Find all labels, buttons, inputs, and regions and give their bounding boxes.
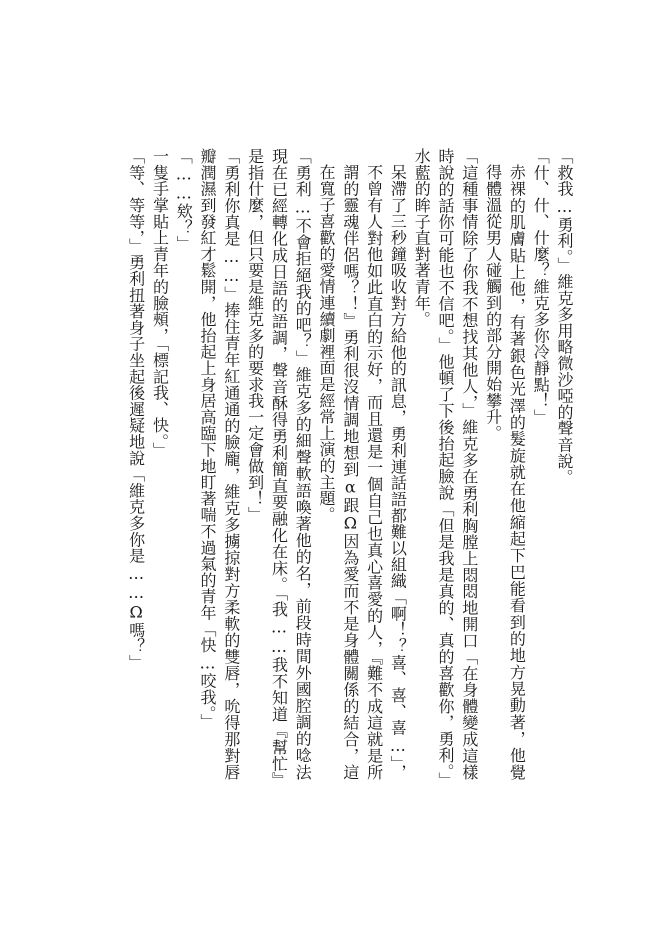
paragraph-9: 一隻手掌貼上青年的臉頰，「標記我、快。」	[150, 148, 170, 458]
vertical-text-body	[124, 148, 576, 780]
paragraph-6: 「勇利…不會拒絕我的吧？」維克多的細聲軟語喚著他的名，前段時間外國腔調的唸法現在已經轉化成日語的語調，聲音酥得勇利簡直要融化在床。「我……我不知道『幫忙』是指什麼，但只要是維克多的要求我一定會做到！」	[245, 148, 313, 780]
paragraph-1: 「救我…勇利。」維克多用略微沙啞的聲音說。	[555, 148, 574, 486]
paragraph-4: 「這種事情除了你我不想找其他人，」維克多在勇利胸膛上悶悶地開口「在身體變成這樣時說的話你可能也不信吧。」他頓了下後抬起臉說「但是我是真的、真的喜歡你，勇利。」水藍的眸子直對著青年。	[412, 148, 479, 780]
paragraph-10: 「等、等等，」勇利扭著身子坐起後遲疑地說「維克多你是……Ω嗎？」	[126, 148, 146, 671]
paragraph-3: 赤裸的肌膚貼上他，有著銀色光澤的髮旋就在他縮起下巴能看到的地方晃動著，他覺得體溫從男人碰觸到的部分開始攀升。	[483, 164, 527, 780]
paragraph-2: 「什、什、什麼？維克多你冷靜點！」	[531, 148, 551, 426]
paragraph-8: 「……欸？」	[174, 148, 194, 252]
paragraph-7: 「勇利你真是……」捧住青年紅通通的臉龐，維克多擄掠對方柔軟的雙唇，吮得那對唇瓣潤濕到發紅才鬆開，他抬起上身居高臨下地盯著喘不過氣的青年「快…咬我。」	[198, 148, 241, 780]
paragraph-5: 呆滯了三秒鐘吸收對方給他的訊息，勇利連話語都難以組織「啊！？喜、喜、喜…」，不曾有人對他如此直白的示好，而且還是一個自己也真心喜愛的人，『難不成這就是所謂的靈魂伴侶嗎？！』勇利很沒情調地想到α跟Ω因為愛而不是身體關係的結合，這在寬子喜歡的愛情連續劇裡面是經常上演的主題。	[317, 164, 408, 780]
